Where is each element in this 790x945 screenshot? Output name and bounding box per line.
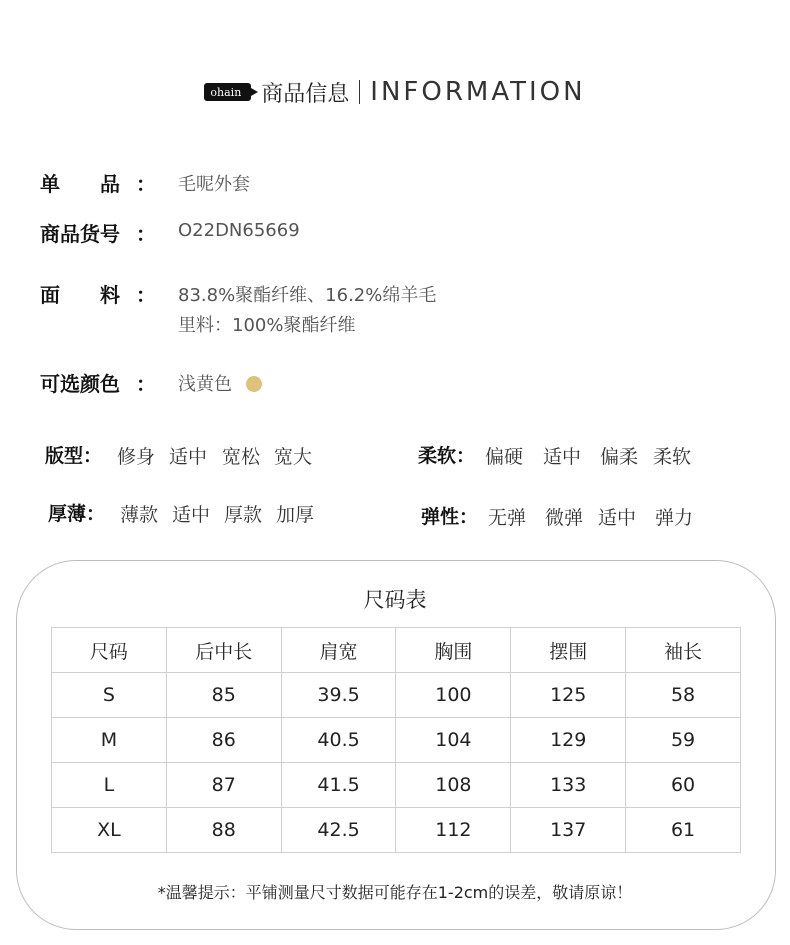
sku-colon: ：	[136, 222, 156, 246]
table-row	[52, 808, 741, 853]
fit-option: 宽大	[274, 446, 313, 468]
table-cell: 108	[396, 763, 511, 808]
item-label: 单 品	[40, 172, 120, 196]
elasticity-label: 弹性：	[421, 506, 479, 528]
sku-label: 商品货号	[40, 222, 120, 246]
table-cell: 59	[626, 718, 741, 763]
size-table-header: 肩宽	[281, 628, 396, 673]
size-note: *温馨提示：平铺测量尺寸数据可能存在1-2cm的误差，敬请原谅！	[157, 883, 633, 902]
softness-option: 柔软	[653, 446, 692, 468]
softness-option: 偏柔	[600, 446, 639, 468]
table-cell: S	[52, 673, 167, 718]
table-cell: 137	[511, 808, 626, 853]
thickness-option: 薄款	[120, 504, 159, 526]
softness-option: 偏硬	[485, 446, 524, 468]
table-row	[52, 718, 741, 763]
table-cell: 41.5	[281, 763, 396, 808]
item-colon: ：	[136, 172, 156, 196]
header-title-en: INFORMATION	[370, 77, 586, 107]
table-row	[52, 763, 741, 808]
fit-option: 修身	[117, 446, 156, 468]
softness-label: 柔软：	[418, 445, 476, 467]
color-swatch	[246, 376, 262, 392]
elasticity-option: 微弹	[545, 507, 584, 529]
elasticity-option: 无弹	[488, 503, 526, 530]
softness-option: 适中	[543, 442, 581, 469]
table-cell: 86	[166, 718, 281, 763]
table-cell: 58	[626, 673, 741, 718]
table-cell: M	[52, 718, 167, 763]
sku-value: O22DN65669	[178, 220, 300, 241]
size-table	[51, 627, 741, 853]
thickness-option: 适中	[172, 500, 210, 527]
fabric-colon: ：	[136, 283, 156, 307]
thickness-option: 厚款	[224, 504, 263, 526]
size-table-header: 后中长	[166, 628, 281, 673]
table-cell: 125	[511, 673, 626, 718]
table-cell: 85	[166, 673, 281, 718]
table-cell: 40.5	[281, 718, 396, 763]
color-value-row	[178, 370, 262, 396]
thickness-label: 厚薄：	[48, 503, 106, 525]
fit-option: 宽松	[222, 442, 260, 469]
table-cell: 100	[396, 673, 511, 718]
elasticity-option: 弹力	[655, 507, 694, 529]
thickness-option: 加厚	[276, 504, 315, 526]
size-table-header-row	[52, 628, 741, 673]
table-cell: XL	[52, 808, 167, 853]
color-label: 可选颜色	[40, 372, 120, 396]
brand-logo: ohain	[204, 83, 251, 101]
table-cell: 42.5	[281, 808, 396, 853]
size-table-header: 胸围	[396, 628, 511, 673]
fabric-label: 面 料	[40, 283, 120, 307]
table-cell: 129	[511, 718, 626, 763]
table-cell: 87	[166, 763, 281, 808]
size-table-header: 摆围	[511, 628, 626, 673]
lining-value: 里料：100%聚酯纤维	[178, 315, 356, 336]
size-table-header: 尺码	[52, 628, 167, 673]
fit-label: 版型：	[45, 445, 103, 467]
color-value: 浅黄色	[178, 374, 232, 395]
fit-option: 适中	[169, 446, 208, 468]
color-colon: ：	[136, 372, 156, 396]
size-chart-title: 尺码表	[363, 588, 427, 612]
table-cell: 112	[396, 808, 511, 853]
table-cell: 133	[511, 763, 626, 808]
size-table-header: 袖长	[626, 628, 741, 673]
header-divider	[359, 80, 360, 104]
elasticity-option: 适中	[598, 507, 637, 529]
table-cell: 61	[626, 808, 741, 853]
table-cell: 39.5	[281, 673, 396, 718]
header-title-cn: 商品信息	[261, 81, 350, 107]
item-value: 毛呢外套	[178, 174, 250, 195]
table-cell: 104	[396, 718, 511, 763]
fabric-value: 83.8%聚酯纤维、16.2%绵羊毛	[178, 285, 437, 306]
info-header	[0, 74, 790, 110]
table-row	[52, 673, 741, 718]
table-cell: 60	[626, 763, 741, 808]
table-cell: L	[52, 763, 167, 808]
table-cell: 88	[166, 808, 281, 853]
